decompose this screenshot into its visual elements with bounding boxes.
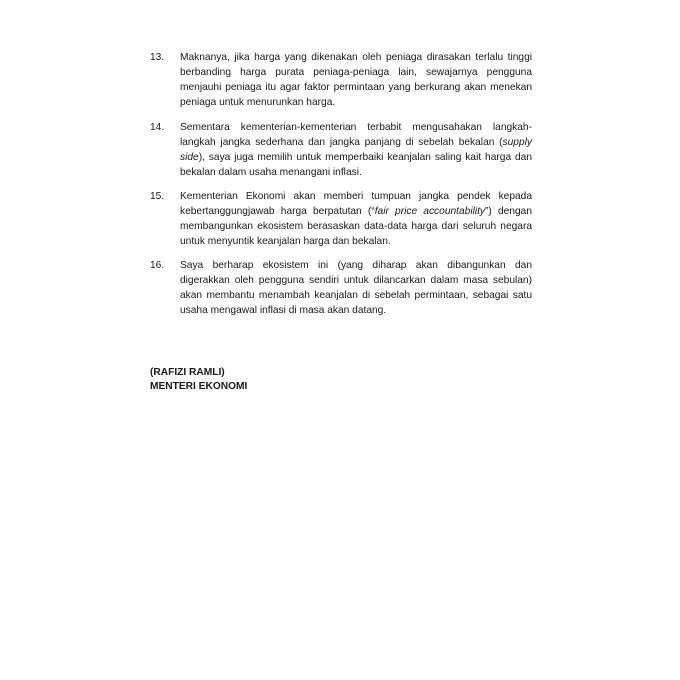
signature-block <box>150 366 247 394</box>
paragraph-italic-term: supply side <box>180 137 532 163</box>
paragraph-14 <box>150 120 532 180</box>
paragraph-number: 15. <box>150 191 165 202</box>
paragraph-text: Saya berharap ekosistem ini (yang diharap akan dibangunkan dan digerakkan oleh pengguna sendiri untuk dilancarkan dalam masa sebulan) akan membantu menambah keanjalan di sebelah permintaan, sebagai satu usaha mengawal inflasi di masa akan datang. <box>180 260 532 316</box>
paragraph-13 <box>150 50 532 110</box>
paragraph-number: 14. <box>150 122 165 133</box>
paragraph-text <box>180 189 532 249</box>
paragraph-16 <box>150 258 532 318</box>
paragraph-text-part: Sementara kementerian-kementerian terbabit mengusahakan langkah-langkah jangka sederhana dan jangka panjang di sebelah bekalan ( <box>180 122 532 148</box>
paragraph-number: 16. <box>150 260 165 271</box>
paragraph-number: 13. <box>150 52 165 63</box>
signatory-title: MENTERI EKONOMI <box>150 381 248 392</box>
signatory-name: (RAFIZI RAMLI) <box>150 367 225 378</box>
paragraph-italic-term: fair price accountability <box>374 206 486 217</box>
paragraph-text-part: ”) dengan membangunkan ekosistem berasaskan data-data harga dari seluruh negara untuk menyuntik keanjalan harga dan bekalan. <box>180 206 532 247</box>
paragraph-text <box>180 120 532 180</box>
paragraph-text: Maknanya, jika harga yang dikenakan oleh peniaga dirasakan terlalu tinggi berbanding harga purata peniaga-peniaga lain, sewajarnya pengguna menjauhi peniaga itu agar faktor permintaan yang berkurang akan menekan peniaga untuk menurunkan harga. <box>180 52 532 108</box>
paragraph-text-part: ), saya juga memilih untuk memperbaiki keanjalan saling kait harga dan bekalan dalam usaha menangani inflasi. <box>180 152 532 178</box>
paragraph-15 <box>150 189 532 249</box>
paragraph-text-part: Kementerian Ekonomi akan memberi tumpuan jangka pendek kepada kebertanggungjawab harga berpatutan (“ <box>180 191 532 217</box>
